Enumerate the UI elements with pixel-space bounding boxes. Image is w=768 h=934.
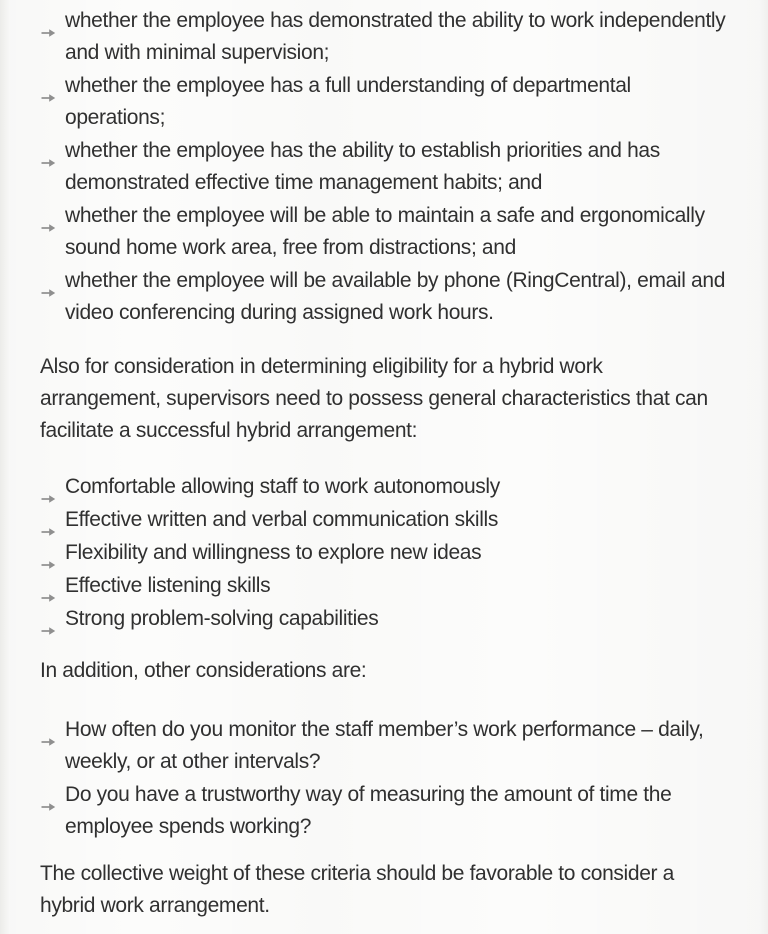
eligibility-criteria-list (40, 5, 754, 329)
list-item (40, 135, 754, 199)
list-item-line: sound home work area, free from distractions; and (65, 236, 516, 259)
paragraph-supervisor-characteristics (40, 351, 754, 447)
arrow-bullet-icon (41, 790, 56, 800)
paragraph-line: facilitate a successful hybrid arrangement: (40, 419, 418, 442)
list-item-line: Effective written and verbal communication skills (65, 508, 498, 531)
list-item (40, 779, 754, 843)
list-item-line: employee spends working? (65, 815, 312, 838)
arrow-bullet-icon (41, 581, 56, 591)
list-item (40, 5, 754, 69)
list-item (40, 714, 754, 778)
list-item-line: Flexibility and willingness to explore new ideas (65, 541, 482, 564)
list-item-line: whether the employee has a full understanding of departmental (65, 74, 631, 97)
arrow-bullet-icon (41, 16, 56, 26)
arrow-bullet-icon (41, 548, 56, 558)
list-item-line: video conferencing during assigned work hours. (65, 301, 494, 324)
list-item (40, 603, 754, 635)
list-item-line: Comfortable allowing staff to work autonomously (65, 475, 500, 498)
arrow-bullet-icon (41, 515, 56, 525)
other-considerations-list (40, 714, 754, 843)
list-item (40, 471, 754, 503)
list-item (40, 70, 754, 134)
list-item (40, 504, 754, 536)
paragraph-line: In addition, other considerations are: (40, 659, 367, 682)
list-item-line: operations; (65, 106, 166, 129)
paragraph-line: arrangement, supervisors need to possess general characteristics that can (40, 387, 708, 410)
list-item-line: Strong problem-solving capabilities (65, 607, 379, 630)
list-item-line: whether the employee will be available by phone (RingCentral), email and (65, 269, 726, 292)
arrow-bullet-icon (41, 146, 56, 156)
arrow-bullet-icon (41, 614, 56, 624)
paragraph-other-considerations (40, 655, 754, 687)
list-item (40, 537, 754, 569)
list-item-line: demonstrated effective time management habits; and (65, 171, 543, 194)
list-item-line: How often do you monitor the staff member’s work performance – daily, (65, 718, 704, 741)
list-item (40, 265, 754, 329)
list-item-line: Effective listening skills (65, 574, 271, 597)
list-item-line: whether the employee has demonstrated the ability to work independently (65, 9, 726, 32)
paragraph-conclusion (40, 858, 754, 922)
paragraph-line: hybrid work arrangement. (40, 894, 270, 917)
list-item-line: Do you have a trustworthy way of measuring the amount of time the (65, 783, 672, 806)
list-item-line: whether the employee will be able to maintain a safe and ergonomically (65, 204, 705, 227)
arrow-bullet-icon (41, 725, 56, 735)
list-item-line: and with minimal supervision; (65, 41, 330, 64)
arrow-bullet-icon (41, 211, 56, 221)
paragraph-line: The collective weight of these criteria should be favorable to consider a (40, 862, 674, 885)
arrow-bullet-icon (41, 276, 56, 286)
list-item (40, 570, 754, 602)
arrow-bullet-icon (41, 482, 56, 492)
list-item-line: weekly, or at other intervals? (65, 750, 321, 773)
list-item (40, 200, 754, 264)
paragraph-line: Also for consideration in determining eligibility for a hybrid work (40, 355, 603, 378)
arrow-bullet-icon (41, 81, 56, 91)
supervisor-characteristics-list (40, 471, 754, 635)
list-item-line: whether the employee has the ability to establish priorities and has (65, 139, 660, 162)
